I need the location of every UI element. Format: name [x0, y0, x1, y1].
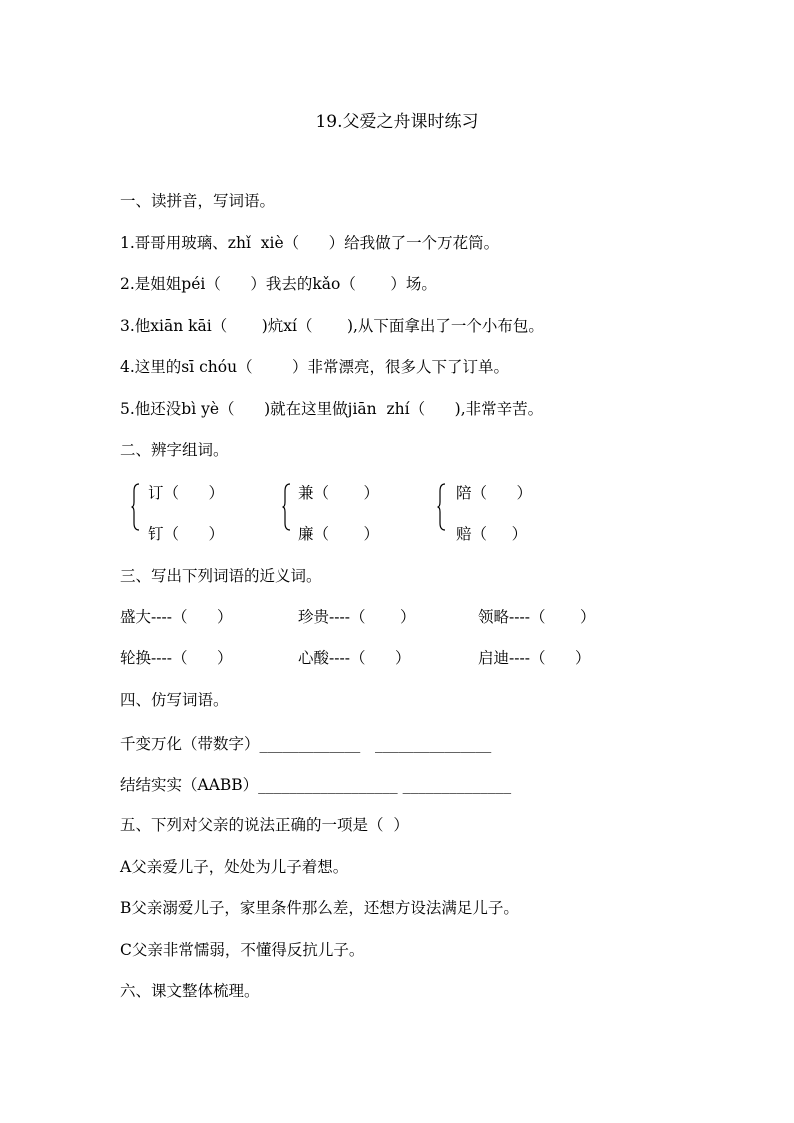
option-a: A父亲爱儿子，处处为儿子着想。 [120, 858, 349, 876]
brace-icon [437, 483, 446, 531]
brace-icon [282, 483, 291, 531]
synonym-item: 珍贵----（ ） [298, 608, 416, 626]
char-group-2-top: 兼（ ） [298, 484, 379, 502]
page-title: 19.父爱之舟课时练习 [315, 112, 479, 132]
pinyin-item-1: 1.哥哥用玻璃、zhǐ xiè（ ）给我做了一个万花筒。 [120, 234, 500, 252]
char-group-1-bottom: 钉（ ） [148, 525, 225, 543]
pinyin-item-5: 5.他还没bì yè（ )就在这里做jiān zhí（ ),非常辛苦。 [120, 400, 544, 418]
brace-icon [131, 483, 140, 531]
char-group-1-top: 订（ ） [148, 484, 225, 502]
section-2-heading: 二、辨字组词。 [120, 441, 229, 459]
section-3-heading: 三、写出下列词语的近义词。 [120, 567, 322, 585]
imitate-item-1: 千变万化（带数字）_____________ _______________ [120, 735, 492, 753]
synonym-item: 盛大----（ ） [120, 608, 233, 626]
option-c: C父亲非常懦弱，不懂得反抗儿子。 [120, 941, 365, 959]
synonym-item: 领略----（ ） [478, 608, 596, 626]
char-group-2-bottom: 廉（ ） [298, 525, 379, 543]
char-group-3-top: 陪（ ） [456, 484, 533, 502]
synonym-item: 心酸----（ ） [298, 649, 411, 667]
section-4-heading: 四、仿写词语。 [120, 691, 229, 709]
char-group-3-bottom: 赔（ ） [456, 525, 528, 543]
synonym-item: 轮换----（ ） [120, 649, 233, 667]
pinyin-item-3: 3.他xiān kāi（ )炕xí（ ),从下面拿出了一个小布包。 [120, 317, 544, 335]
section-6-heading: 六、课文整体梳理。 [120, 982, 260, 1000]
section-5-heading: 五、下列对父亲的说法正确的一项是（ ） [120, 816, 409, 834]
section-1-heading: 一、读拼音，写词语。 [120, 192, 276, 210]
pinyin-item-4: 4.这里的sī chóu（ ）非常漂亮，很多人下了订单。 [120, 358, 510, 376]
pinyin-item-2: 2.是姐姐péi（ ）我去的kǎo（ ）场。 [120, 275, 437, 293]
option-b: B父亲溺爱儿子，家里条件那么差，还想方设法满足儿子。 [120, 899, 519, 917]
synonym-item: 启迪----（ ） [478, 649, 591, 667]
imitate-item-2: 结结实实（AABB）__________________ ______________ [120, 776, 512, 794]
